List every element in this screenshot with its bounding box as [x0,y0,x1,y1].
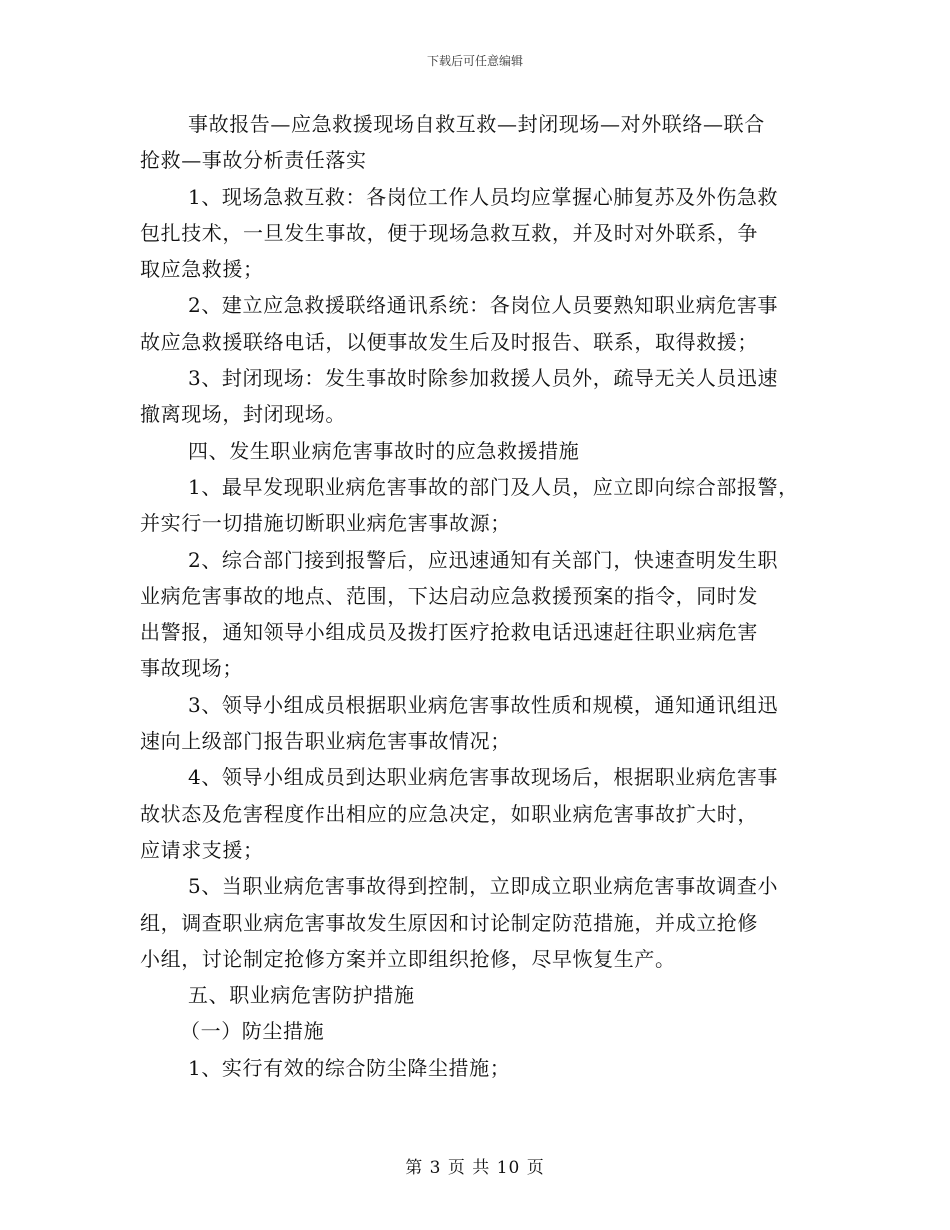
paragraph-line: 出警报，通知领导小组成员及拨打医疗抢救电话迅速赶往职业病危害 [140,620,758,645]
page-number-footer: 第 3 页 共 10 页 [405,1158,545,1178]
paragraph-line: 2、综合部门接到报警后，应迅速通知有关部门，快速查明发生职 [188,547,779,572]
paragraph-line: 1、现场急救互救：各岗位工作人员均应掌握心肺复苏及外伤急救 [188,184,779,209]
paragraph-line: 1、实行有效的综合防尘降尘措施； [188,1055,511,1080]
paragraph-line: 1、最早发现职业病危害事故的部门及人员，应立即向综合部报警， [188,474,799,499]
section-heading: 四、发生职业病危害事故时的应急救援措施 [188,438,580,463]
paragraph-line: 3、封闭现场：发生事故时除参加救援人员外，疏导无关人员迅速 [188,366,779,391]
paragraph-line: 5、当职业病危害事故得到控制，立即成立职业病危害事故调查小 [188,874,779,899]
paragraph-line: 4、领导小组成员到达职业病危害事故现场后，根据职业病危害事 [188,765,779,790]
paragraph-line: 抢救—事故分析责任落实 [140,148,367,173]
paragraph-line: 小组，讨论制定抢修方案并立即组织抢修，尽早恢复生产。 [140,946,676,971]
paragraph-line: 故状态及危害程度作出相应的应急决定，如职业病危害事故扩大时， [140,801,758,826]
paragraph-line: 并实行一切措施切断职业病危害事故源； [140,511,511,536]
paragraph-line: 包扎技术，一旦发生事故，便于现场急救互救，并及时对外联系，争 [140,220,758,245]
subsection-heading: （一）防尘措施 [180,1019,325,1044]
paragraph-line: 3、领导小组成员根据职业病危害事故性质和规模，通知通讯组迅 [188,692,779,717]
paragraph-line: 组，调查职业病危害事故发生原因和讨论制定防范措施，并成立抢修 [140,910,758,935]
paragraph-line: 事故报告—应急救援现场自救互救—封闭现场—对外联络—联合 [188,112,765,136]
paragraph-line: 2、建立应急救援联络通讯系统：各岗位人员要熟知职业病危害事 [188,293,779,318]
paragraph-line: 应请求支援； [140,837,264,862]
document-body [140,106,830,1086]
paragraph-line: 事故现场； [140,656,243,681]
paragraph-line: 取应急救援； [140,257,264,282]
paragraph-line: 业病危害事故的地点、范围，下达启动应急救援预案的指令，同时发 [140,583,758,608]
section-heading: 五、职业病危害防护措施 [188,983,415,1008]
paragraph-line: 速向上级部门报告职业病危害事故情况； [140,729,511,754]
paragraph-line: 撤离现场，封闭现场。 [140,402,346,427]
page-header: 下载后可任意编辑 [426,54,523,68]
paragraph-line: 故应急救援联络电话，以便事故发生后及时报告、联系，取得救援； [140,329,758,354]
